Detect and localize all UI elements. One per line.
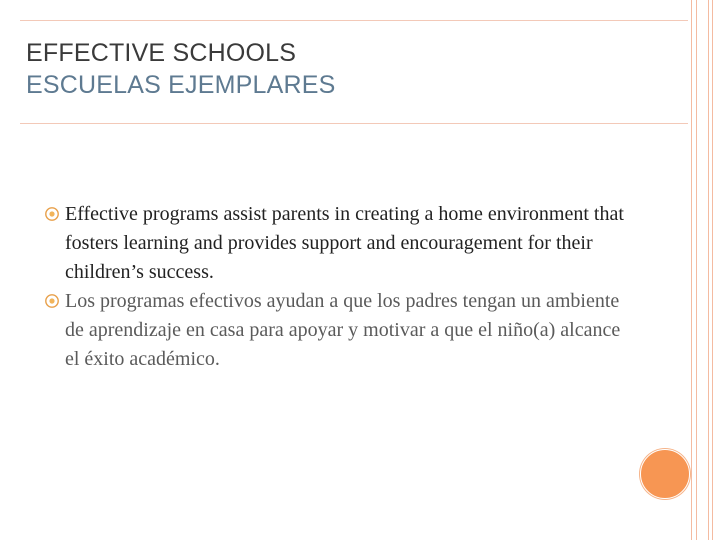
- slide-title: [26, 37, 335, 101]
- title-spanish: ESCUELAS EJEMPLARES: [26, 71, 336, 99]
- bullet-icon: [44, 206, 60, 222]
- right-decorative-rail: [688, 0, 720, 540]
- rail-line: [696, 0, 697, 540]
- title-english: EFFECTIVE SCHOOLS: [26, 39, 297, 67]
- rail-line: [712, 0, 713, 540]
- bullet-item-spanish: [44, 287, 634, 374]
- bullet-text-english: Effective programs assist parents in creating a home environment that fosters learning and provides support and encouragement for their children’s success.: [65, 203, 624, 283]
- decorative-circle: [640, 449, 690, 499]
- rail-line: [708, 0, 709, 540]
- rail-line: [691, 0, 692, 540]
- bullet-list: [44, 200, 634, 374]
- bullet-text-spanish: Los programas efectivos ayudan a que los padres tengan un ambiente de aprendizaje en casa para apoyar y motivar a que el niño(a) alcance el éxito académico.: [65, 290, 621, 370]
- bullet-item-english: [44, 200, 634, 287]
- bullet-icon: [44, 293, 60, 309]
